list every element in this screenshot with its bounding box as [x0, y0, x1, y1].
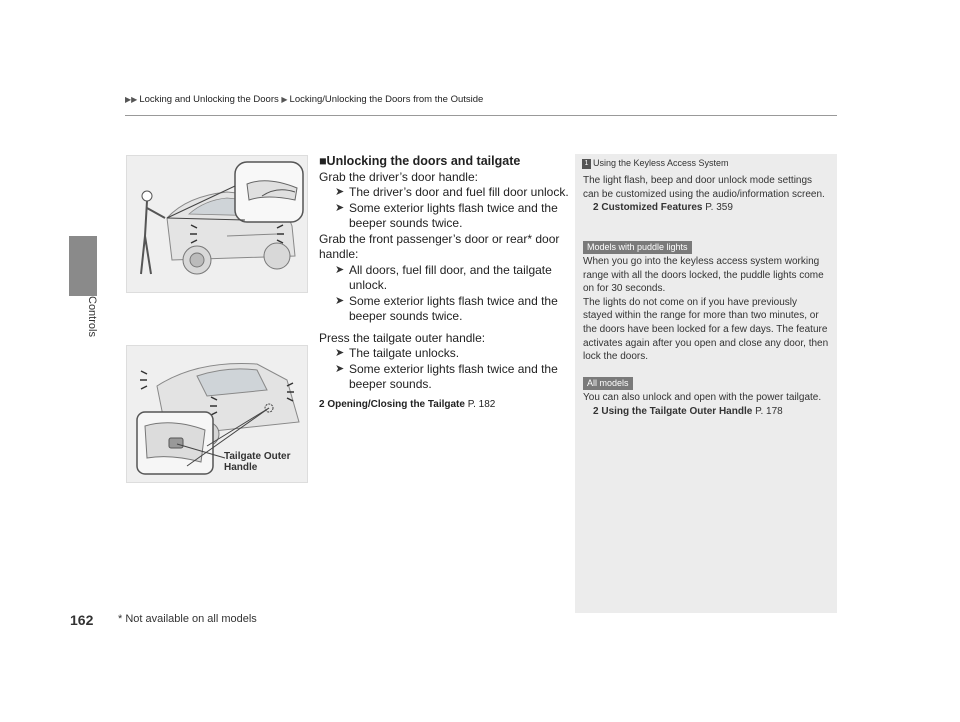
result-item: [335, 362, 569, 393]
section-tab[interactable]: [86, 296, 100, 356]
sidebar-title-text: Using the Keyless Access System: [593, 158, 729, 168]
sidebar-text: [583, 174, 829, 215]
sidebar-title: [582, 158, 729, 169]
arrow-icon: ➤: [335, 347, 345, 359]
section-tab-marker: [69, 236, 97, 296]
sidebar-paragraph: The lights do not come on if you have previously stayed within the range for more than two minutes, or the doors have been locked for a few days. The feature activates again after you open and close any door, then lock the doors.: [583, 296, 829, 363]
reference-icon: 2: [319, 398, 325, 410]
sidebar-text: [583, 391, 829, 418]
breadcrumb: [125, 94, 483, 105]
cross-reference-link[interactable]: [583, 405, 829, 419]
reference-icon: 2: [593, 202, 599, 214]
result-item: [335, 185, 569, 201]
result-text: Some exterior lights flash twice and the beeper sounds.: [349, 361, 558, 391]
arrow-icon: ➤: [335, 294, 345, 307]
reference-label: Using the Tailgate Outer Handle: [601, 405, 753, 417]
instruction-text: Grab the front passenger’s door or rear* door handle:: [319, 231, 560, 261]
sidebar-paragraph: When you go into the keyless access system working range with all the doors locked, the puddle lights come on for 30 seconds.: [583, 256, 824, 295]
breadcrumb-arrow-icon: ▶: [281, 95, 288, 104]
illustration-driver-door: [126, 155, 308, 293]
reference-label: Opening/Closing the Tailgate: [327, 398, 465, 410]
result-item: [335, 201, 569, 232]
result-item: [335, 294, 569, 325]
reference-page: P. 359: [705, 202, 733, 214]
result-text: Some exterior lights flash twice and the beeper sounds twice.: [349, 200, 558, 230]
result-text: All doors, fuel fill door, and the tailgate unlock.: [349, 262, 552, 292]
result-item: [335, 263, 569, 294]
reference-label: Customized Features: [601, 202, 703, 214]
breadcrumb-arrow-icon: ▶▶: [125, 95, 138, 104]
instruction-text: Press the tailgate outer handle:: [319, 330, 486, 345]
result-text: Some exterior lights flash twice and the beeper sounds twice.: [349, 293, 558, 323]
main-content: [319, 154, 569, 412]
page-number: 162: [70, 612, 94, 628]
result-text: The tailgate unlocks.: [349, 346, 460, 360]
reference-page: P. 178: [755, 405, 783, 417]
arrow-icon: ➤: [335, 362, 345, 375]
result-text: The driver’s door and fuel fill door unlock.: [349, 185, 569, 199]
header-rule: [125, 115, 837, 116]
model-badge: Models with puddle lights: [583, 241, 692, 254]
note-number-icon: 1: [582, 159, 591, 169]
sidebar-paragraph: You can also unlock and open with the power tailgate.: [583, 392, 822, 403]
sidebar-text: [583, 255, 829, 364]
reference-page: P. 182: [467, 398, 496, 410]
reference-icon: 2: [593, 405, 599, 417]
sidebar-paragraph: The light flash, beep and door unlock mode settings can be customized using the audio/information screen.: [583, 175, 825, 200]
section-tab-label: Controls: [86, 296, 98, 337]
cross-reference-link[interactable]: [319, 397, 569, 413]
result-item: [335, 346, 569, 362]
footnote: * Not available on all models: [118, 613, 257, 625]
tailgate-handle-label: Tailgate Outer Handle: [224, 451, 291, 473]
cross-reference-link[interactable]: [583, 201, 829, 215]
car-side-illustration: [127, 156, 307, 292]
model-badge: All models: [583, 377, 633, 390]
arrow-icon: ➤: [335, 263, 345, 276]
section-heading: ■Unlocking the doors and tailgate: [319, 154, 521, 168]
arrow-icon: ➤: [335, 201, 345, 214]
instruction-text: Grab the driver’s door handle:: [319, 169, 478, 184]
breadcrumb-item[interactable]: Locking/Unlocking the Doors from the Outside: [289, 94, 484, 105]
breadcrumb-item[interactable]: Locking and Unlocking the Doors: [139, 94, 279, 105]
arrow-icon: ➤: [335, 186, 345, 198]
